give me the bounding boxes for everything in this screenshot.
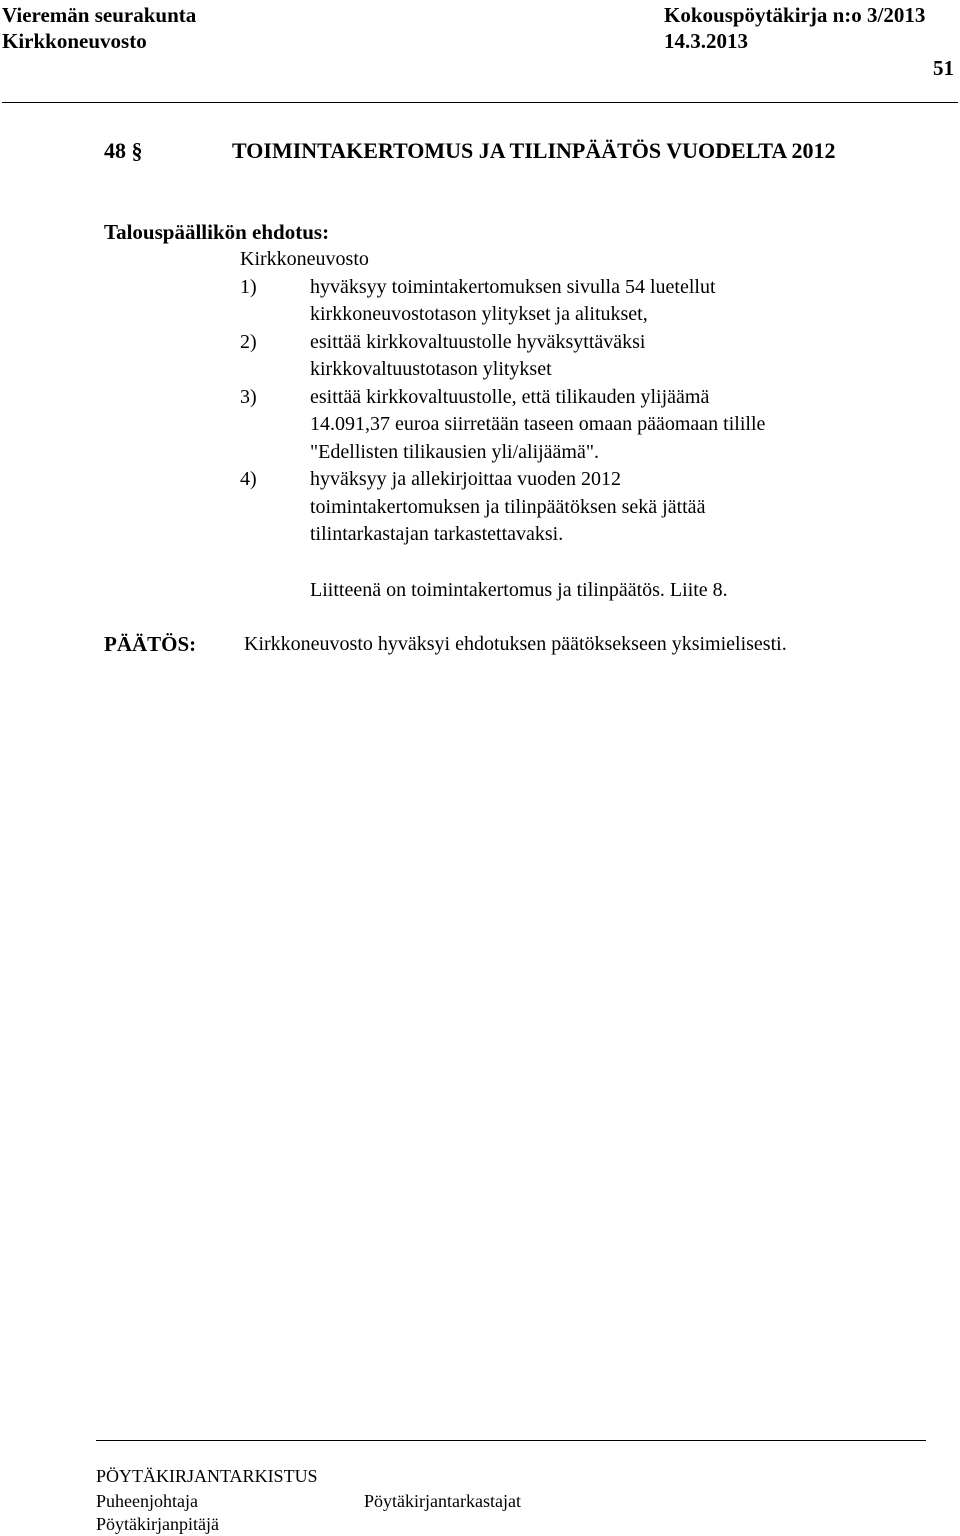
proposal-label: Talouspäällikön ehdotus: <box>104 220 330 244</box>
proposal-item-text: hyväksyy ja allekirjoittaa vuoden 2012 toimintakertomuksen ja tilinpäätöksen sekä jättää tilintarkastajan tarkastettavaksi. <box>310 468 706 545</box>
proposal-item-4 <box>240 466 920 549</box>
proposal-body <box>240 246 920 549</box>
section-number: 48 § <box>104 138 143 163</box>
proposal-item-number: 2) <box>240 330 257 353</box>
governing-body: Kirkkoneuvosto <box>2 29 147 53</box>
footer-chair: Puheenjohtaja <box>96 1491 198 1511</box>
proposal-item-text: esittää kirkkovaltuustolle hyväksyttäväksi kirkkovaltuustotason ylitykset <box>310 330 646 380</box>
decision-label: PÄÄTÖS: <box>104 632 197 656</box>
section-title: TOIMINTAKERTOMUS JA TILINPÄÄTÖS VUODELTA 2012 <box>232 138 836 163</box>
proposal-item-number: 1) <box>240 275 257 298</box>
footer-divider <box>96 1440 926 1441</box>
proposal-item-number: 3) <box>240 385 257 408</box>
footer-heading: PÖYTÄKIRJANTARKISTUS <box>96 1466 318 1486</box>
header-divider <box>2 102 958 103</box>
meeting-date: 14.3.2013 <box>664 29 748 53</box>
proposal-item-text: hyväksyy toimintakertomuksen sivulla 54 luetellut kirkkoneuvostotason ylitykset ja alitukset, <box>310 275 716 325</box>
attachment-note: Liitteenä on toimintakertomus ja tilinpäätös. Liite 8. <box>310 579 728 601</box>
proposal-item-2 <box>240 329 920 384</box>
proposal-item-3 <box>240 384 920 467</box>
proposal-item-text: esittää kirkkovaltuustolle, että tilikauden ylijäämä 14.091,37 euroa siirretään taseen omaan pääomaan tilille "Edellisten tilikausien yli/alijäämä". <box>310 385 766 463</box>
minutes-number: Kokouspöytäkirja n:o 3/2013 <box>664 3 926 27</box>
proposal-item-1 <box>240 274 920 329</box>
footer-checkers: Pöytäkirjantarkastajat <box>364 1491 521 1511</box>
page-number: 51 <box>933 56 954 80</box>
proposal-intro: Kirkkoneuvosto <box>240 248 369 270</box>
parish-name: Vieremän seurakunta <box>2 3 197 27</box>
proposal-item-number: 4) <box>240 468 257 490</box>
footer-secretary: Pöytäkirjanpitäjä <box>96 1514 219 1534</box>
decision-text: Kirkkoneuvosto hyväksyi ehdotuksen päätöksekseen yksimielisesti. <box>244 633 787 655</box>
